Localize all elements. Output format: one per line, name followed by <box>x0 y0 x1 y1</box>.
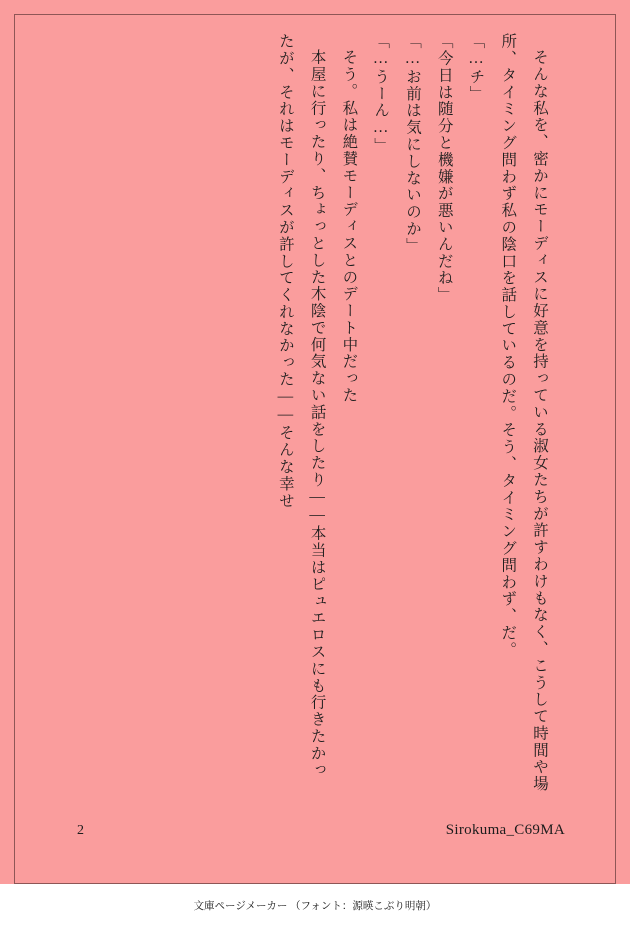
paragraph: そう。私は絶賛モーディスとのデート中だった <box>340 48 358 404</box>
paragraph: 本屋に行ったり、ちょっとした木陰で何気ない話をしたり――本当はピュエロスにも行きたかったが、それはモーディスが許してくれなかった――そんな幸せ <box>276 33 326 778</box>
paragraph: 「今日は随分と機嫌が悪いんだね」 <box>435 33 453 304</box>
paragraph: 「…うーん…」 <box>372 33 390 155</box>
page-frame <box>14 14 616 884</box>
page-footer <box>15 817 617 839</box>
paragraph: そんな私を、密かにモーディスに好意を持っている淑女たちが許すわけもなく、こうして時間や場所、タイミング問わず私の陰口を話しているのだ。そう、タイミング問わず、だ。 <box>499 33 548 792</box>
generator-caption: 文庫ページメーカー （フォント：源暎こぶり明朝） <box>193 901 437 912</box>
paragraph: 「…チ」 <box>467 33 485 103</box>
page-number: 2 <box>77 823 84 838</box>
paragraph: 「…お前は気にしないのか」 <box>403 33 421 255</box>
page-byline: Sirokuma_C69MA <box>445 822 565 838</box>
vertical-text-body <box>35 33 555 793</box>
